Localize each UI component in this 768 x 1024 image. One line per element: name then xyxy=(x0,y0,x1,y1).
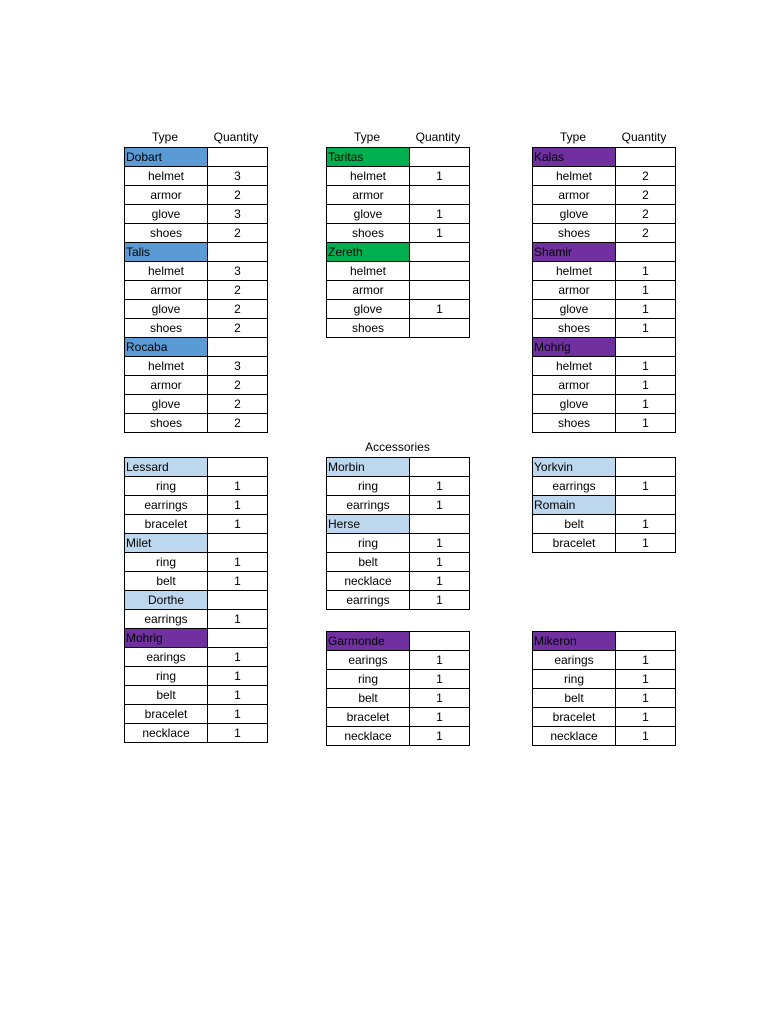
table-row xyxy=(125,667,268,686)
table-row xyxy=(533,477,676,496)
item-quantity-cell: 1 xyxy=(208,610,268,629)
item-type-cell: earrings xyxy=(327,496,410,515)
item-type-cell: earrings xyxy=(125,610,208,629)
item-quantity-cell: 3 xyxy=(208,262,268,281)
group-row xyxy=(125,534,268,553)
item-quantity-cell: 1 xyxy=(616,319,676,338)
item-type-cell: necklace xyxy=(327,572,410,591)
item-type-cell: glove xyxy=(125,205,208,224)
item-type-cell: belt xyxy=(125,686,208,705)
item-quantity-cell: 2 xyxy=(208,300,268,319)
table-row xyxy=(533,281,676,300)
table-row xyxy=(125,496,268,515)
group-quantity-cell xyxy=(616,496,676,515)
table-row xyxy=(533,224,676,243)
item-quantity-cell: 2 xyxy=(208,281,268,300)
group-name-cell: Herse xyxy=(327,515,410,534)
group-quantity-cell xyxy=(410,243,470,262)
group-row xyxy=(533,458,676,477)
table-row xyxy=(533,357,676,376)
item-type-cell: shoes xyxy=(533,319,616,338)
table-row xyxy=(125,281,268,300)
item-type-cell: ring xyxy=(327,670,410,689)
group-row xyxy=(125,458,268,477)
item-type-cell: helmet xyxy=(327,167,410,186)
group-quantity-cell xyxy=(616,632,676,651)
table-row xyxy=(533,376,676,395)
item-quantity-cell: 1 xyxy=(410,708,470,727)
item-quantity-cell: 1 xyxy=(410,572,470,591)
table-row xyxy=(327,708,470,727)
item-type-cell: helmet xyxy=(533,262,616,281)
group-name-cell: Milet xyxy=(125,534,208,553)
group-row xyxy=(327,148,470,167)
group-quantity-cell xyxy=(208,458,268,477)
item-quantity-cell xyxy=(410,319,470,338)
item-type-cell: glove xyxy=(327,300,410,319)
table-row xyxy=(125,610,268,629)
table-row xyxy=(125,705,268,724)
type-header: Type xyxy=(559,130,586,144)
item-type-cell: glove xyxy=(533,205,616,224)
item-quantity-cell: 1 xyxy=(616,281,676,300)
item-type-cell: helmet xyxy=(327,262,410,281)
item-quantity-cell: 2 xyxy=(616,186,676,205)
table-row xyxy=(125,395,268,414)
table-row xyxy=(327,319,470,338)
item-quantity-cell: 1 xyxy=(410,224,470,243)
item-quantity-cell: 1 xyxy=(208,686,268,705)
table-row xyxy=(533,186,676,205)
item-type-cell: ring xyxy=(125,477,208,496)
quantity-header: Quantity xyxy=(415,130,461,144)
table-row xyxy=(533,167,676,186)
item-quantity-cell: 2 xyxy=(616,167,676,186)
group-name-cell: Mohrig xyxy=(533,338,616,357)
inventory-table xyxy=(326,457,470,610)
item-type-cell: bracelet xyxy=(125,515,208,534)
inventory-table xyxy=(124,147,268,433)
table-row xyxy=(327,167,470,186)
item-quantity-cell: 1 xyxy=(616,376,676,395)
group-row xyxy=(327,515,470,534)
group-name-cell: Morbin xyxy=(327,458,410,477)
group-row xyxy=(533,243,676,262)
group-quantity-cell xyxy=(410,632,470,651)
item-quantity-cell: 2 xyxy=(208,224,268,243)
item-quantity-cell: 1 xyxy=(410,496,470,515)
item-quantity-cell: 2 xyxy=(208,414,268,433)
item-type-cell: glove xyxy=(125,300,208,319)
item-quantity-cell: 1 xyxy=(208,705,268,724)
table-row xyxy=(327,496,470,515)
item-type-cell: shoes xyxy=(533,414,616,433)
item-quantity-cell: 1 xyxy=(410,534,470,553)
table-row xyxy=(125,414,268,433)
table-row xyxy=(125,572,268,591)
item-quantity-cell: 1 xyxy=(208,648,268,667)
group-name-cell: Talis xyxy=(125,243,208,262)
table-row xyxy=(533,319,676,338)
inventory-table xyxy=(532,147,676,433)
group-name-cell: Lessard xyxy=(125,458,208,477)
item-type-cell: ring xyxy=(327,477,410,496)
item-type-cell: necklace xyxy=(327,727,410,746)
item-type-cell: shoes xyxy=(125,414,208,433)
group-name-cell: Rocaba xyxy=(125,338,208,357)
group-row xyxy=(533,632,676,651)
group-name-cell: Dorthe xyxy=(125,591,208,610)
item-quantity-cell: 1 xyxy=(616,651,676,670)
item-quantity-cell: 1 xyxy=(616,534,676,553)
item-type-cell: earings xyxy=(327,651,410,670)
table-row xyxy=(327,651,470,670)
inventory-table xyxy=(326,147,470,338)
group-quantity-cell xyxy=(616,338,676,357)
item-quantity-cell: 1 xyxy=(208,477,268,496)
group-row xyxy=(125,148,268,167)
item-type-cell: earrings xyxy=(125,496,208,515)
item-quantity-cell: 1 xyxy=(616,670,676,689)
group-row xyxy=(125,629,268,648)
item-quantity-cell: 2 xyxy=(616,205,676,224)
group-quantity-cell xyxy=(410,148,470,167)
table-row xyxy=(125,262,268,281)
item-type-cell: earrings xyxy=(327,591,410,610)
item-quantity-cell: 2 xyxy=(616,224,676,243)
group-name-cell: Shamir xyxy=(533,243,616,262)
item-type-cell: bracelet xyxy=(327,708,410,727)
item-type-cell: ring xyxy=(125,667,208,686)
table-row xyxy=(533,262,676,281)
item-type-cell: helmet xyxy=(533,167,616,186)
table-row xyxy=(327,205,470,224)
item-type-cell: belt xyxy=(533,689,616,708)
table-row xyxy=(125,477,268,496)
group-name-cell: Zereth xyxy=(327,243,410,262)
item-quantity-cell: 1 xyxy=(410,727,470,746)
inventory-table xyxy=(124,457,268,743)
table-row xyxy=(125,376,268,395)
item-quantity-cell: 1 xyxy=(616,414,676,433)
item-quantity-cell: 1 xyxy=(410,689,470,708)
item-type-cell: earrings xyxy=(533,477,616,496)
item-type-cell: armor xyxy=(125,376,208,395)
table-row xyxy=(125,186,268,205)
group-row xyxy=(125,338,268,357)
table-row xyxy=(125,686,268,705)
group-row xyxy=(533,148,676,167)
item-quantity-cell: 1 xyxy=(410,477,470,496)
table-row xyxy=(533,205,676,224)
item-quantity-cell: 1 xyxy=(616,300,676,319)
item-type-cell: belt xyxy=(327,553,410,572)
quantity-header: Quantity xyxy=(213,130,259,144)
item-type-cell: earings xyxy=(533,651,616,670)
item-quantity-cell: 1 xyxy=(208,515,268,534)
item-quantity-cell: 1 xyxy=(616,708,676,727)
group-quantity-cell xyxy=(208,148,268,167)
item-type-cell: helmet xyxy=(125,357,208,376)
item-quantity-cell: 2 xyxy=(208,186,268,205)
item-quantity-cell: 1 xyxy=(410,167,470,186)
table-row xyxy=(125,224,268,243)
item-type-cell: armor xyxy=(533,376,616,395)
table-row xyxy=(327,224,470,243)
table-row xyxy=(327,591,470,610)
group-name-cell: Taritas xyxy=(327,148,410,167)
inventory-table xyxy=(532,631,676,746)
item-type-cell: belt xyxy=(125,572,208,591)
group-quantity-cell xyxy=(616,243,676,262)
table-row xyxy=(533,534,676,553)
item-type-cell: necklace xyxy=(533,727,616,746)
inventory-table xyxy=(532,457,676,553)
table-row xyxy=(533,300,676,319)
table-row xyxy=(327,281,470,300)
item-quantity-cell: 1 xyxy=(410,205,470,224)
table-row xyxy=(533,515,676,534)
item-quantity-cell: 2 xyxy=(208,376,268,395)
item-type-cell: bracelet xyxy=(125,705,208,724)
item-type-cell: shoes xyxy=(125,224,208,243)
item-quantity-cell: 1 xyxy=(410,300,470,319)
group-quantity-cell xyxy=(208,629,268,648)
table-row xyxy=(125,357,268,376)
item-type-cell: bracelet xyxy=(533,708,616,727)
table-row xyxy=(327,689,470,708)
item-quantity-cell: 1 xyxy=(410,651,470,670)
group-name-cell: Mohrig xyxy=(125,629,208,648)
item-type-cell: ring xyxy=(125,553,208,572)
item-quantity-cell xyxy=(410,186,470,205)
group-quantity-cell xyxy=(410,515,470,534)
item-quantity-cell: 1 xyxy=(410,670,470,689)
item-type-cell: helmet xyxy=(533,357,616,376)
item-quantity-cell: 1 xyxy=(208,667,268,686)
item-type-cell: shoes xyxy=(327,319,410,338)
table-row xyxy=(125,205,268,224)
group-quantity-cell xyxy=(208,243,268,262)
table-row xyxy=(327,534,470,553)
item-quantity-cell: 1 xyxy=(208,724,268,743)
table-row xyxy=(533,670,676,689)
table-row xyxy=(533,395,676,414)
item-quantity-cell: 3 xyxy=(208,205,268,224)
group-name-cell: Dobart xyxy=(125,148,208,167)
group-row xyxy=(125,591,268,610)
table-row xyxy=(533,689,676,708)
table-row xyxy=(533,414,676,433)
item-quantity-cell: 1 xyxy=(616,395,676,414)
item-type-cell: armor xyxy=(125,186,208,205)
group-row xyxy=(125,243,268,262)
item-quantity-cell: 1 xyxy=(616,727,676,746)
table-row xyxy=(125,300,268,319)
group-quantity-cell xyxy=(208,591,268,610)
table-row xyxy=(327,186,470,205)
item-quantity-cell: 2 xyxy=(208,395,268,414)
group-row xyxy=(533,496,676,515)
accessories-title: Accessories xyxy=(365,440,430,454)
group-quantity-cell xyxy=(410,458,470,477)
item-type-cell: glove xyxy=(533,300,616,319)
item-quantity-cell: 1 xyxy=(208,572,268,591)
item-type-cell: ring xyxy=(327,534,410,553)
group-quantity-cell xyxy=(616,458,676,477)
group-quantity-cell xyxy=(208,338,268,357)
item-quantity-cell: 1 xyxy=(208,496,268,515)
item-quantity-cell: 3 xyxy=(208,357,268,376)
item-quantity-cell: 1 xyxy=(616,515,676,534)
item-quantity-cell: 3 xyxy=(208,167,268,186)
item-type-cell: helmet xyxy=(125,167,208,186)
group-row xyxy=(327,243,470,262)
table-row xyxy=(327,727,470,746)
group-name-cell: Mikeron xyxy=(533,632,616,651)
item-type-cell: belt xyxy=(327,689,410,708)
item-type-cell: armor xyxy=(327,186,410,205)
group-row xyxy=(327,458,470,477)
table-row xyxy=(327,572,470,591)
table-row xyxy=(327,262,470,281)
table-row xyxy=(125,648,268,667)
quantity-header: Quantity xyxy=(621,130,667,144)
item-type-cell: ring xyxy=(533,670,616,689)
item-type-cell: armor xyxy=(533,281,616,300)
group-name-cell: Kalas xyxy=(533,148,616,167)
group-name-cell: Yorkvin xyxy=(533,458,616,477)
item-quantity-cell: 1 xyxy=(410,553,470,572)
table-row xyxy=(327,300,470,319)
item-quantity-cell: 1 xyxy=(616,689,676,708)
item-type-cell: armor xyxy=(327,281,410,300)
item-type-cell: shoes xyxy=(125,319,208,338)
item-quantity-cell: 1 xyxy=(616,477,676,496)
item-quantity-cell xyxy=(410,281,470,300)
group-quantity-cell xyxy=(616,148,676,167)
table-row xyxy=(125,515,268,534)
item-type-cell: glove xyxy=(327,205,410,224)
table-row xyxy=(125,319,268,338)
type-header: Type xyxy=(353,130,380,144)
item-quantity-cell: 2 xyxy=(208,319,268,338)
item-quantity-cell: 1 xyxy=(616,262,676,281)
item-type-cell: glove xyxy=(125,395,208,414)
item-type-cell: armor xyxy=(533,186,616,205)
group-name-cell: Romain xyxy=(533,496,616,515)
item-type-cell: shoes xyxy=(327,224,410,243)
group-quantity-cell xyxy=(208,534,268,553)
table-row xyxy=(533,727,676,746)
table-row xyxy=(327,670,470,689)
table-row xyxy=(327,477,470,496)
inventory-table xyxy=(326,631,470,746)
table-row xyxy=(125,553,268,572)
item-type-cell: glove xyxy=(533,395,616,414)
item-quantity-cell: 1 xyxy=(616,357,676,376)
table-row xyxy=(125,724,268,743)
item-type-cell: necklace xyxy=(125,724,208,743)
item-quantity-cell: 1 xyxy=(410,591,470,610)
group-name-cell: Garmonde xyxy=(327,632,410,651)
table-row xyxy=(533,651,676,670)
item-quantity-cell: 1 xyxy=(208,553,268,572)
group-row xyxy=(327,632,470,651)
type-header: Type xyxy=(151,130,178,144)
item-type-cell: armor xyxy=(125,281,208,300)
item-type-cell: belt xyxy=(533,515,616,534)
item-quantity-cell xyxy=(410,262,470,281)
item-type-cell: helmet xyxy=(125,262,208,281)
table-row xyxy=(125,167,268,186)
item-type-cell: bracelet xyxy=(533,534,616,553)
group-row xyxy=(533,338,676,357)
item-type-cell: shoes xyxy=(533,224,616,243)
table-row xyxy=(533,708,676,727)
item-type-cell: earings xyxy=(125,648,208,667)
table-row xyxy=(327,553,470,572)
